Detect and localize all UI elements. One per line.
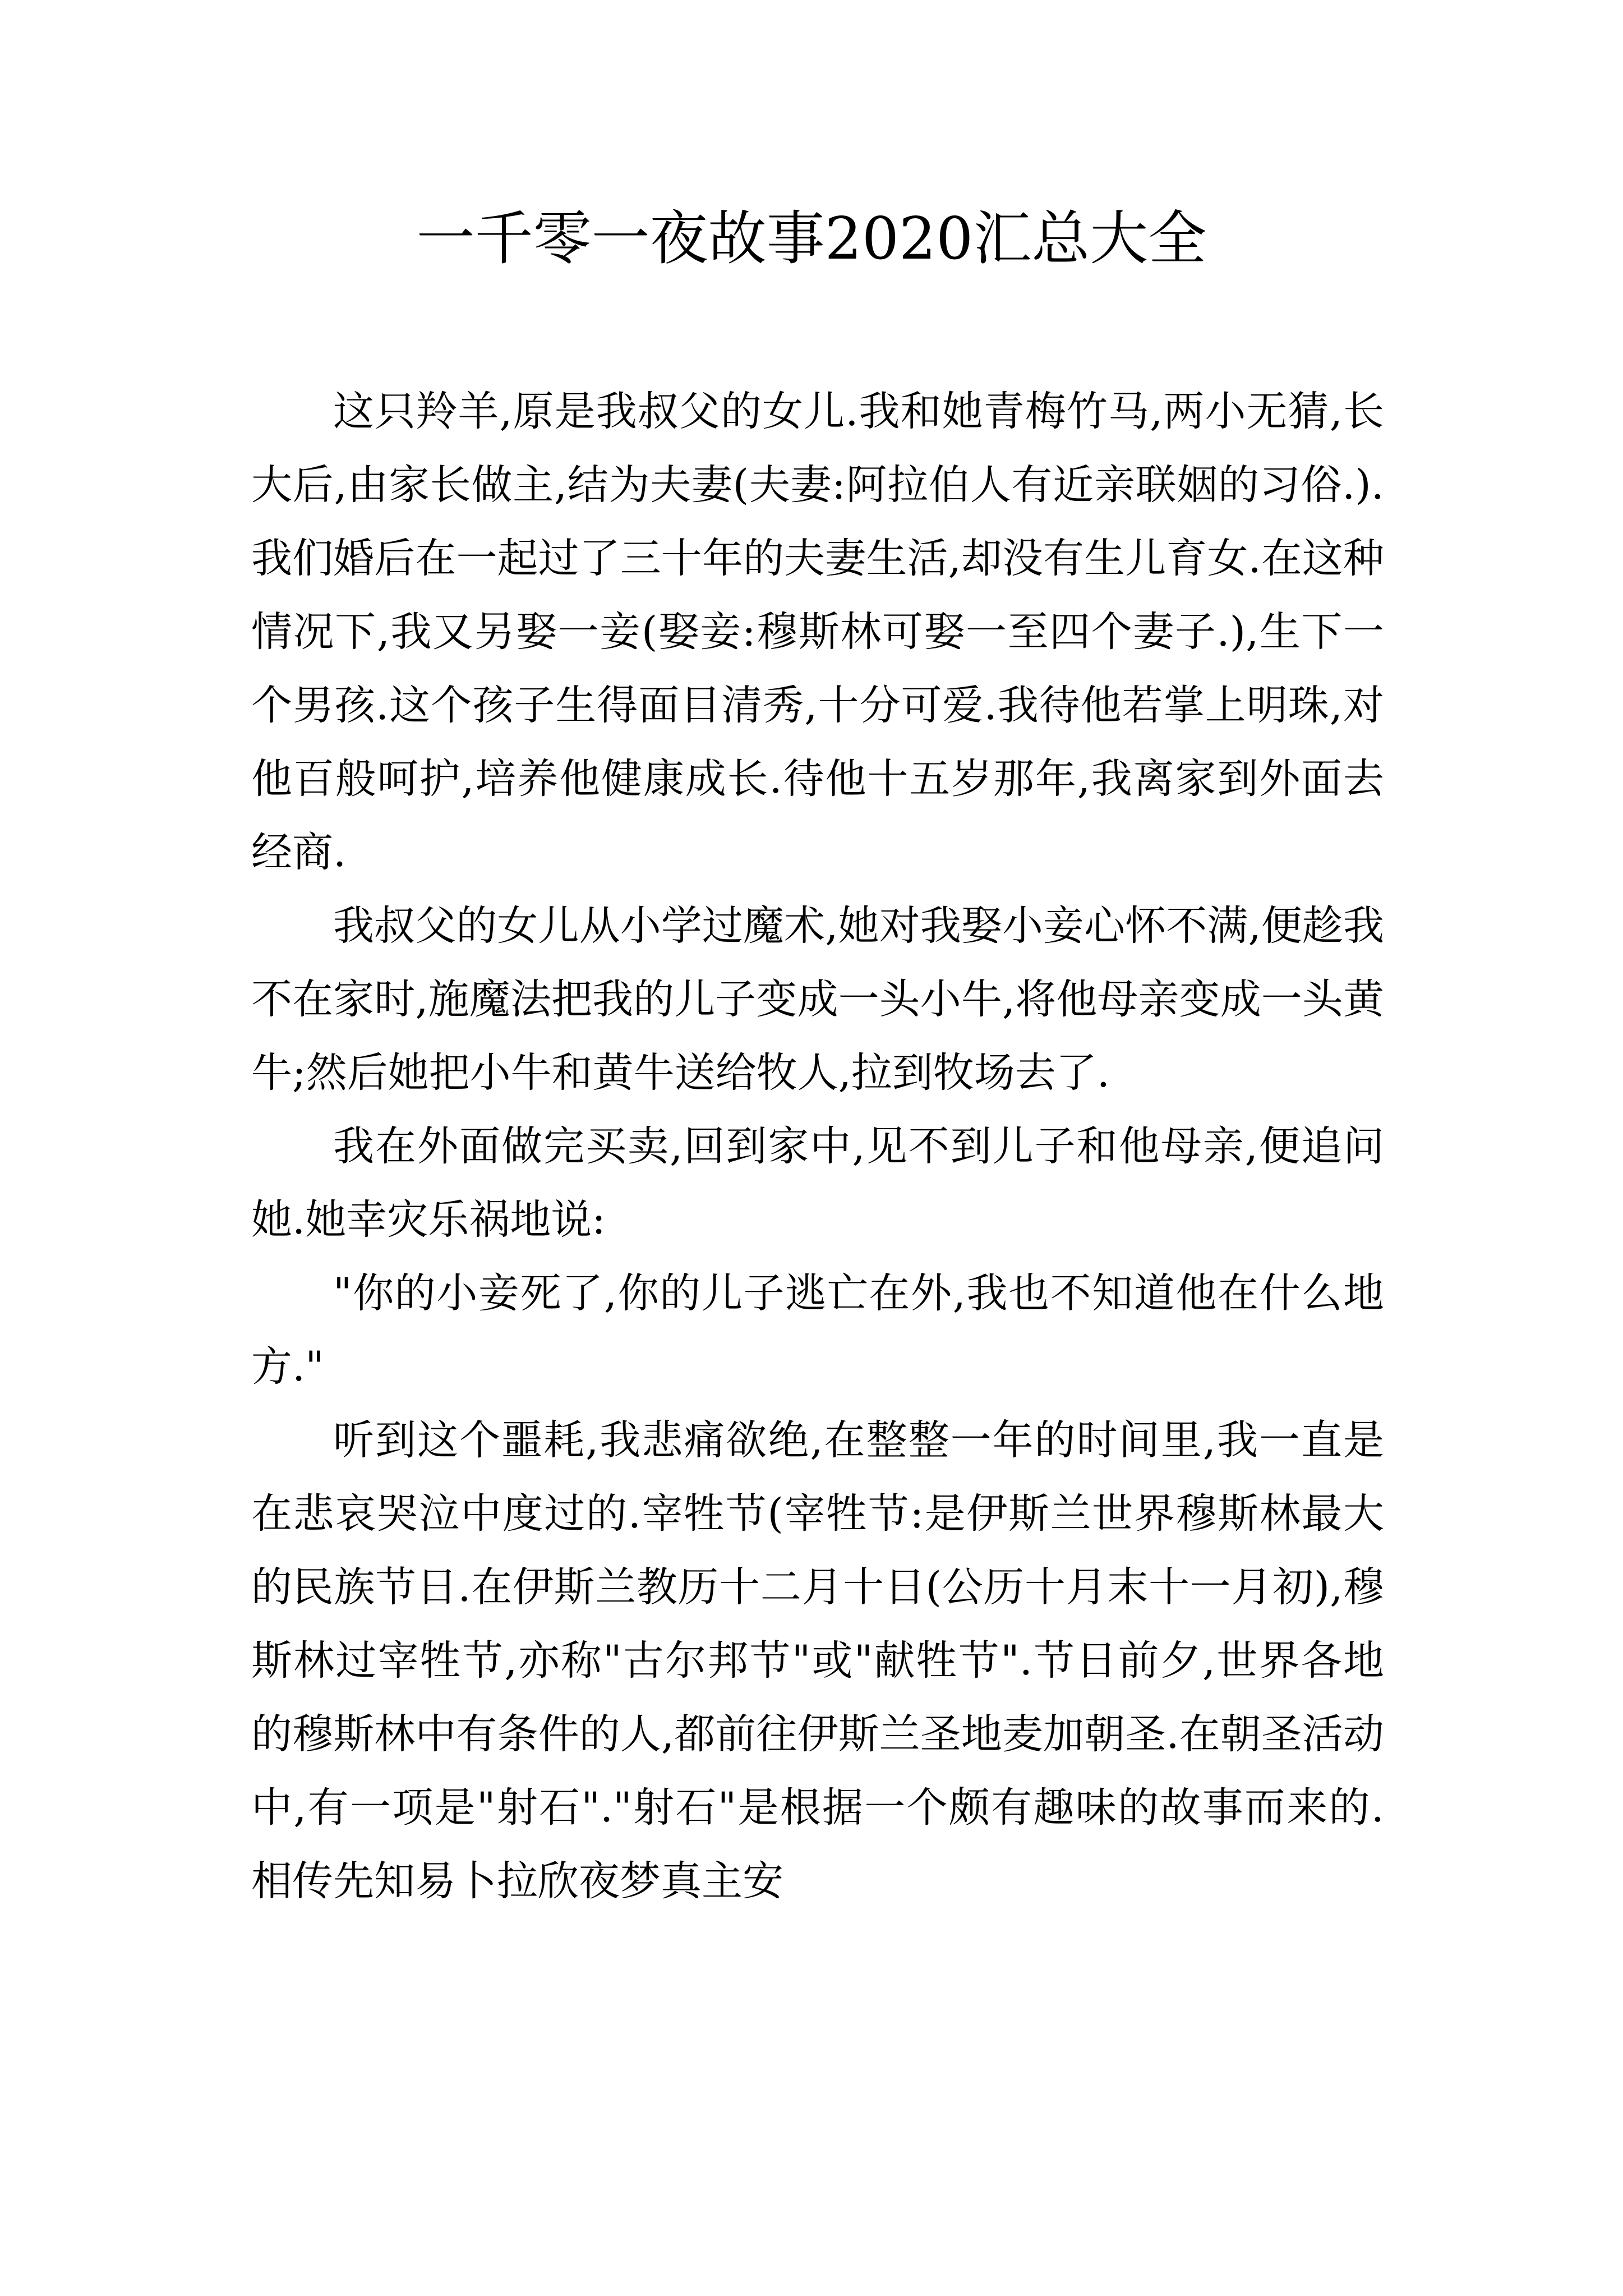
paragraph: 这只羚羊,原是我叔父的女儿.我和她青梅竹马,两小无猜,长大后,由家长做主,结为夫妻(夫妻:阿拉伯人有近亲联姻的习俗.).我们婚后在一起过了三十年的夫妻生活,却没有生儿育女.在这种情况下,我又另娶一妾(娶妾:穆斯林可娶一至四个妻子.),生下一个男孩.这个孩子生得面目清秀,十分可爱.我待他若掌上明珠,对他百般呵护,培养他健康成长.待他十五岁那年,我离家到外面去经商. — [251, 388, 1384, 876]
paragraph: "你的小妾死了,你的儿子逃亡在外,我也不知道他在什么地方." — [251, 1269, 1384, 1391]
document-title: 一千零一夜故事2020汇总大全 — [416, 204, 1207, 273]
paragraph: 我在外面做完买卖,回到家中,见不到儿子和他母亲,便追问她.她幸灾乐祸地说: — [251, 1122, 1384, 1244]
paragraph: 听到这个噩耗,我悲痛欲绝,在整整一年的时间里,我一直是在悲哀哭泣中度过的.宰牲节(宰牲节:是伊斯兰世界穆斯林最大的民族节日.在伊斯兰教历十二月十日(公历十月末十一月初),穆斯林过宰牲节,亦称"古尔邦节"或"献牲节".节日前夕,世界各地的穆斯林中有条件的人,都前往伊斯兰圣地麦加朝圣.在朝圣活动中,有一项是"射石"."射石"是根据一个颇有趣味的故事而来的.相传先知易卜拉欣夜梦真主安 — [251, 1416, 1384, 1905]
document-body — [251, 375, 1384, 1918]
paragraph: 我叔父的女儿从小学过魔术,她对我娶小妾心怀不满,便趁我不在家时,施魔法把我的儿子变成一头小牛,将他母亲变成一头黄牛;然后她把小牛和黄牛送给牧人,拉到牧场去了. — [251, 902, 1384, 1097]
